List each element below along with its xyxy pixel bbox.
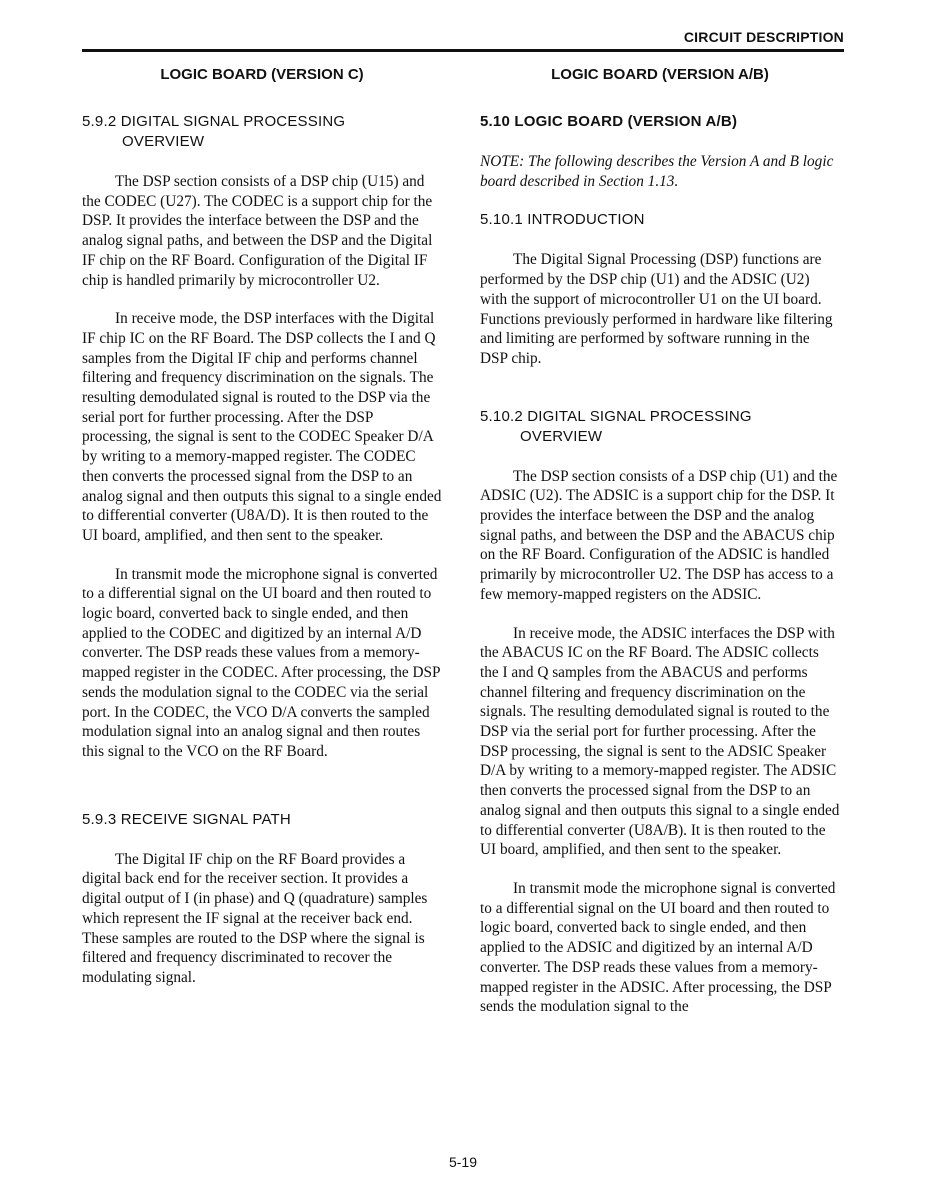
section-heading-5-10-1: 5.10.1 INTRODUCTION	[480, 211, 645, 229]
section-heading-5-10: 5.10 LOGIC BOARD (VERSION A/B)	[480, 113, 738, 130]
paragraph-transmit-mode: In transmit mode the microphone signal is converted to a differential signal on the UI board and then routed to logic board, converted back to single ended, and then applied to the ADSIC and digitized by an internal A/D converter. The DSP reads these values from a memory-mapped register in the ADSIC. After processing, the DSP sends the modulation signal to the	[480, 879, 836, 1016]
section-heading-5-9-3: 5.9.3 RECEIVE SIGNAL PATH	[82, 810, 291, 828]
header-rule	[82, 49, 844, 52]
running-header: CIRCUIT DESCRIPTION	[683, 29, 844, 45]
right-column	[480, 66, 840, 1017]
paragraph-receive-mode: In receive mode, the ADSIC interfaces the DSP with the ABACUS IC on the RF Board. The ADSIC collects the I and Q samples from the ABACUS and performs channel filtering and frequency discrimination on the signals. The resulting demodulated signal is routed to the DSP via the serial port for further processing. After the DSP processing, the signal is sent to the ADSIC Speaker D/A by writing to a memory-mapped register. The ADSIC then converts the processed signal from the DSP to an analog signal and then outputs this signal to a single ended to differential converter (U8A/B). It is then routed to the UI board, amplified, and then sent to the speaker.	[480, 624, 840, 859]
note-version-ab: NOTE: The following describes the Version A and B logic board described in Section 1.13.	[480, 153, 834, 190]
page-number: 5-19	[448, 1154, 478, 1170]
section-heading-5-9-2	[82, 112, 442, 152]
paragraph-receive-mode: In receive mode, the DSP interfaces with the Digital IF chip IC on the RF Board. The DSP collects the I and Q samples from the Digital IF chip and performs channel filtering and frequency discrimination on the signals. The resulting demodulated signal is routed to the DSP via the serial port for further processing. After the DSP processing, the signal is sent to the CODEC Speaker D/A by writing to a memory-mapped register. The CODEC then converts the processed signal from the DSP to an analog signal and then outputs this signal to a single ended to differential converter (U8A/D). It is then routed to the UI board, amplified, and then sent to the speaker.	[82, 310, 442, 544]
paragraph-transmit-mode: In transmit mode the microphone signal is converted to a differential signal on the UI board and then routed to logic board, converted back to single ended, and then applied to the CODEC and digitized by an internal A/D converter. The DSP reads these values from a memory-mapped register in the CODEC. After processing, the DSP sends the modulation signal to the CODEC via the serial port. In the CODEC, the VCO D/A converts the sampled modulation signal into an analog signal and then routes this signal to the VCO on the RF Board.	[82, 565, 440, 760]
column-heading-left: LOGIC BOARD (VERSION C)	[160, 66, 364, 83]
section-heading-line2: OVERVIEW	[122, 133, 205, 150]
section-heading-5-10-2	[480, 407, 840, 447]
paragraph-receive-signal-path: The Digital IF chip on the RF Board provides a digital back end for the receiver section. It provides a digital output of I (in phase) and Q (quadrature) samples which represent the IF signal at the receiver back end. These samples are routed to the DSP where the signal is filtered and frequency discriminated to recover the modulating signal.	[82, 850, 428, 986]
paragraph-dsp-section: The DSP section consists of a DSP chip (U15) and the CODEC (U27). The CODEC is a support chip for the DSP. It provides the interface between the DSP and the analog signal paths, and between the DSP and the Digital IF chip on the RF Board. Configuration of the Digital IF chip is handled primarily by microcontroller U2.	[82, 173, 433, 289]
section-heading-line2: OVERVIEW	[520, 427, 603, 445]
section-heading-line1: 5.9.2 DIGITAL SIGNAL PROCESSING	[82, 113, 346, 130]
left-column	[82, 66, 442, 988]
paragraph-introduction: The Digital Signal Processing (DSP) functions are performed by the DSP chip (U1) and the ADSIC (U2) with the support of microcontroller U1 on the UI board. Functions previously performed in hardware like filtering and limiting are performed by software running in the DSP chip.	[480, 251, 833, 367]
section-heading-line1: 5.10.2 DIGITAL SIGNAL PROCESSING	[480, 407, 752, 425]
column-heading-right: LOGIC BOARD (VERSION A/B)	[551, 66, 769, 83]
paragraph-dsp-section: The DSP section consists of a DSP chip (U1) and the ADSIC (U2). The ADSIC is a support chip for the DSP. It provides the interface between the DSP and the analog signal paths, and between the DSP and the ABACUS chip on the RF Board. Configuration of the ADSIC is handled primarily by microcontroller U2. The DSP has access to a few memory-mapped registers on the ADSIC.	[480, 467, 838, 603]
